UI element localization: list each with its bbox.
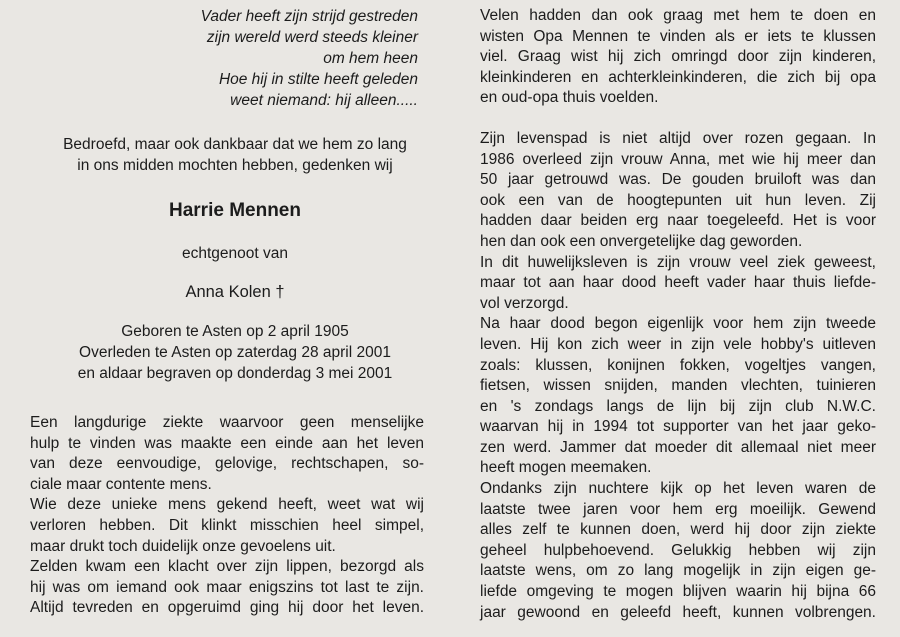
poem-line: weet niemand: hij alleen..... <box>230 92 418 109</box>
left-text <box>30 413 424 619</box>
text-line: verloren hebben. Dit klinkt misschien heel simpel, <box>30 516 424 534</box>
spouse-name: Anna Kolen † <box>185 283 285 301</box>
text-line: alles zelf te kunnen doen, werd hij door zijn ziekte <box>480 521 876 539</box>
text-line: maar tot aan haar dood heeft vader haar thuis liefde- <box>480 274 876 292</box>
right-paragraph-1 <box>480 6 876 109</box>
text-line: waarvan hij in 1994 tot supporter van het jaar gekо- <box>480 418 876 436</box>
text-line: Altijd tevreden en opgeruimd ging hij door het leven. <box>30 599 424 617</box>
text-line: 1986 overleed zijn vrouw Anna, met wie hij meer dan <box>480 150 876 168</box>
text-line: laatste wens, om zo lang mogelijk in zijn eigen ge- <box>480 562 876 580</box>
text-line: Velen hadden dan ook graag met hem te doen en <box>480 7 876 24</box>
dates <box>30 321 440 384</box>
text-line: hen dan ook een onvergetelijke dag geworden. <box>480 232 803 250</box>
spouse-label: echtgenoot van <box>181 245 288 262</box>
text-line: zoals: klussen, konijnen fokken, vogeltjes vangen, <box>480 356 876 374</box>
text-line: maar drukt toch duidelijk onze gevoelens uit. <box>30 537 336 555</box>
text-line: hij was om iemand ook maar enigszins tot last te zijn. <box>30 578 424 596</box>
text-line: 50 jaar getrouwd was. De gouden bruiloft was dan <box>480 171 876 189</box>
right-paragraph-2 <box>480 129 876 623</box>
intro-line: in ons midden mochten hebben, gedenken wij <box>77 157 393 174</box>
text-line: van deze eenvoudige, gelovige, rechtschapen, so- <box>30 455 424 473</box>
text-line: jaar gewoond en geleefd heeft, kunnen volbrengen. <box>480 603 876 621</box>
text-line: geheel hulpbehoevend. Gelukkig hebben wij zijn <box>480 541 876 559</box>
text-line: wisten Opa Mennen te vinden als er iets te klussen <box>480 27 876 45</box>
text-line: Na haar dood begon eigenlijk voor hem zijn tweede <box>480 315 876 333</box>
left-column <box>30 6 440 619</box>
date-line: en aldaar begraven op donderdag 3 mei 2001 <box>77 365 393 382</box>
date-line: Geboren te Asten op 2 april 1905 <box>121 323 349 340</box>
text-line: hadden daar beiden erg naar toegeleefd. Het is voor <box>480 212 876 230</box>
text-line: leven. Hij kon zich weer in zijn vele hobby's uitleven <box>480 335 876 353</box>
text-line: zen werd. Jammer dat moeder dit allemaal niet meer <box>480 438 876 456</box>
text-line: Ondanks zijn nuchtere kijk op het leven waren de <box>480 480 876 498</box>
text-line: vol verzorgd. <box>480 294 569 312</box>
text-line: liefde omgeving te mogen blijven waarin hij bijna 66 <box>480 583 876 601</box>
poem-line: Vader heeft zijn strijd gestreden <box>200 8 418 25</box>
text-line: en oud-opa thuis voelden. <box>480 89 659 107</box>
text-line: fietsen, wissen snijden, manden vlechten, tuinieren <box>480 377 876 395</box>
poem-line: om hem heen <box>323 50 418 67</box>
right-column <box>480 6 876 623</box>
poem-line: Hoe hij in stilte heeft geleden <box>218 71 418 88</box>
intro <box>30 134 440 176</box>
poem-line: zijn wereld werd steeds kleiner <box>206 29 418 46</box>
date-line: Overleden te Asten op zaterdag 28 april 2001 <box>79 344 391 361</box>
text-line: In dit huwelijksleven is zijn vrouw veel ziek geweest, <box>480 253 876 271</box>
text-line: viel. Graag wist hij zich omringd door zijn kinderen, <box>480 48 876 66</box>
text-line: Een langdurige ziekte waarvoor geen menselijke <box>30 414 424 431</box>
text-line: Wie deze unieke mens gekend heeft, weet wat wij <box>30 496 424 514</box>
text-line: Zelden kwam een klacht over zijn lippen, bezorgd als <box>30 558 424 576</box>
text-line: Zijn levenspad is niet altijd over rozen gegaan. In <box>480 129 876 147</box>
text-line: ciale maar contente mens. <box>30 475 212 493</box>
text-line: en 's zondags langs de lijn bij zijn club N.W.C. <box>480 397 876 415</box>
deceased-name: Harrie Mennen <box>169 200 301 221</box>
intro-line: Bedroefd, maar ook dankbaar dat we hem zo lang <box>63 136 407 153</box>
text-line: ook een van de hoogtepunten uit hun leven. Zij <box>480 191 876 209</box>
text-line: hulp te vinden was maakte een einde aan het leven <box>30 434 424 452</box>
poem <box>30 6 418 111</box>
text-line: heeft mogen meemaken. <box>480 459 652 477</box>
text-line: laatste twee jaren voor hem erg moeilijk. Gewend <box>480 500 876 518</box>
text-line: kleinkinderen en achterkleinkinderen, die zich bij opa <box>480 68 876 86</box>
